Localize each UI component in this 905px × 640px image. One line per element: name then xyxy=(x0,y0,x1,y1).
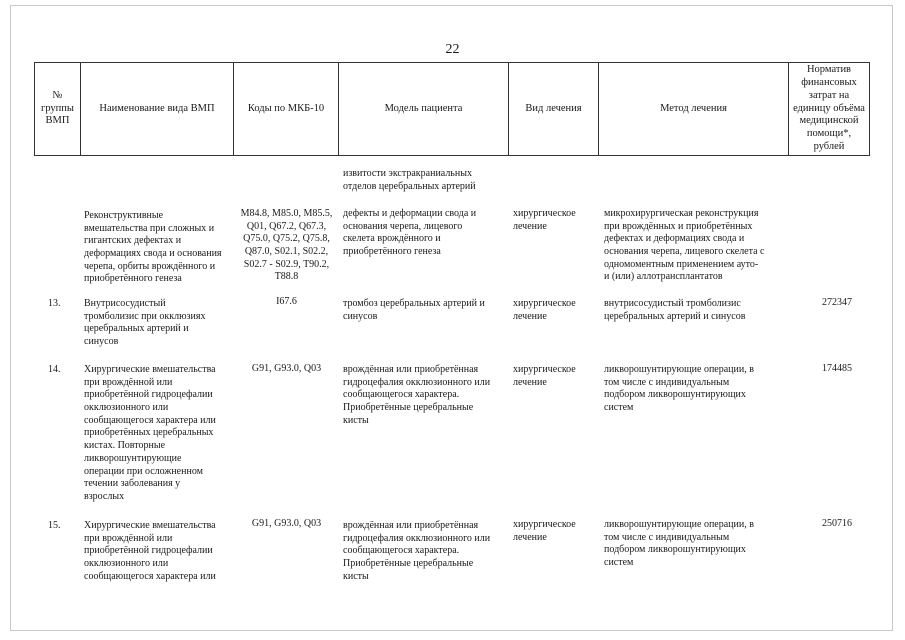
header-treatment-type: Вид лечения xyxy=(509,63,599,155)
row-mkb-codes: M84.8, M85.0, M85.5, Q01, Q67.2, Q67.3, Q75.0, Q75.2, Q75.8, Q87.0, S02.1, S02.2, S02.7 - S02.9, T90.2, T88.8 xyxy=(240,208,333,283)
row-group-number: 15. xyxy=(48,520,61,531)
row-patient-model: врождённая или приобретённая гидроцефалия окклюзионного или сообщающегося характера. Приобретённые церебральные кисты xyxy=(343,520,491,582)
row-vmp-name: Хирургические вмешательства при врождённой или приобретённой гидроцефалии окклюзионного или сообщающегося характера или xyxy=(84,520,216,582)
row-vmp-name: Реконструктивные вмешательства при сложных и гигантских дефектах и деформациях свода и основания черепа, орбиты врождённого и приобретённого генеза xyxy=(84,210,222,285)
header-vmp-name: Наименование вида ВМП xyxy=(81,63,234,155)
page-number: 22 xyxy=(445,42,460,57)
row-treatment-method: ликворошунтирующие операции, в том числе с индивидуальным подбором ликворошунтирующих систем xyxy=(604,364,754,414)
header-group-number: № группы ВМП xyxy=(34,63,81,155)
row-cost-norm: 272347 xyxy=(822,297,852,308)
row-group-number: 14. xyxy=(48,364,61,375)
header-treatment-method: Метод лечения xyxy=(599,63,789,155)
header-patient-model: Модель пациента xyxy=(339,63,509,155)
row-treatment-method: ликворошунтирующие операции, в том числе с индивидуальным подбором ликворошунтирующих систем xyxy=(604,519,754,569)
row-patient-model: дефекты и деформации свода и основания черепа, лицевого скелета врождённого и приобретённого генеза xyxy=(343,208,477,258)
row-mkb-codes: I67.6 xyxy=(276,296,297,307)
row-patient-model: врождённая или приобретённая гидроцефалия окклюзионного или сообщающегося характера. Приобретённые церебральные кисты xyxy=(343,364,491,426)
row-cost-norm: 174485 xyxy=(822,363,852,374)
row-cost-norm: 250716 xyxy=(822,518,852,529)
row-group-number: 13. xyxy=(48,298,61,309)
table-header xyxy=(34,62,870,156)
header-mkb-codes: Коды по МКБ-10 xyxy=(234,63,339,155)
row-vmp-name: Внутрисосудистый тромболизис при окклюзиях церебральных артерий и синусов xyxy=(84,298,206,348)
row-treatment-method: микрохирургическая реконструкция при врождённых и приобретённых дефектах и деформациях свода и основания черепа, лицевого скелета с одномоментным применением ауто- и (или) аллотрансплантатов xyxy=(604,208,765,283)
row-treatment-type: хирургическое лечение xyxy=(513,519,576,543)
row-treatment-type: хирургическое лечение xyxy=(513,298,576,322)
row-mkb-codes: G91, G93.0, Q03 xyxy=(251,363,322,374)
row-treatment-method: внутрисосудистый тромболизис церебральных артерий и синусов xyxy=(604,298,746,322)
row-vmp-name: Хирургические вмешательства при врождённой или приобретённой гидроцефалии окклюзионного или сообщающегося характера или приобретённых церебральных кистах. Повторные ликворошунтирующие операции при осложненном течении заболевания у взрослых xyxy=(84,364,216,502)
header-cost-norm: Норматив финансовых затрат на единицу объёма медицинской помощи*, рублей xyxy=(789,63,870,155)
continuation-model: извитости экстракраниальных отделов церебральных артерий xyxy=(343,168,476,192)
row-patient-model: тромбоз церебральных артерий и синусов xyxy=(343,298,485,322)
row-treatment-type: хирургическое лечение xyxy=(513,208,576,232)
row-treatment-type: хирургическое лечение xyxy=(513,364,576,388)
row-mkb-codes: G91, G93.0, Q03 xyxy=(251,518,322,529)
